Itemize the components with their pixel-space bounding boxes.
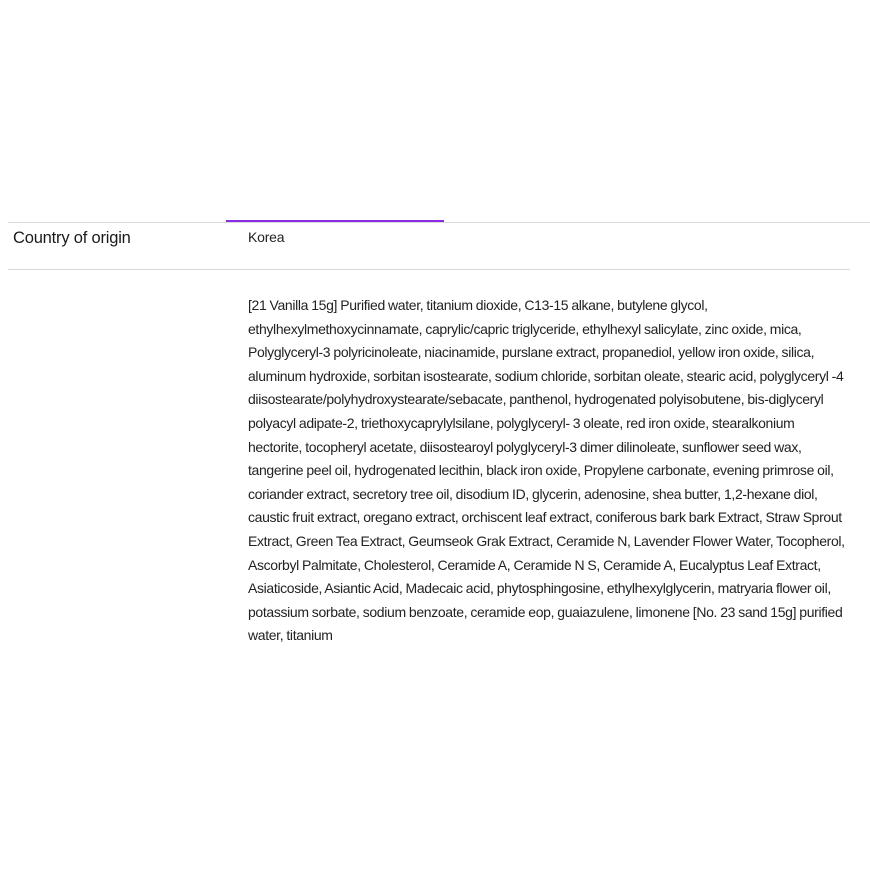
country-of-origin-value: Korea bbox=[248, 229, 285, 245]
active-tab-indicator bbox=[226, 220, 444, 222]
country-of-origin-label: Country of origin bbox=[13, 229, 131, 247]
ingredients-text: [21 Vanilla 15g] Purified water, titanium dioxide, C13-15 alkane, butylene glycol, ethylhexylmethoxycinnamate, caprylic/capric triglyceride, ethylhexyl salicylate, zinc oxide, mica, Polyglyceryl-3 polyricinoleate, niacinamide, purslane extract, propanediol, yellow iron oxide, silica, aluminum hydroxide, sorbitan isostearate, sodium chloride, sorbitan oleate, stearic acid, polyglyceryl -4 diisostearate/polyhydroxystearate/sebacate, panthenol, hydrogenated polyisobutene, bis-diglyceryl polyacyl adipate-2, triethoxycaprylylsilane, polyglyceryl- 3 oleate, red iron oxide, stearalkonium hectorite, tocopheryl acetate, diisostearoyl polyglyceryl-3 dimer dilinoleate, sunflower seed wax, tangerine peel oil, hydrogenated lecithin, black iron oxide, Propylene carbonate, evening primrose oil, coriander extract, secretory tree oil, disodium ID, glycerin, adenosine, shea butter, 1,2-hexane diol, caustic fruit extract, oregano extract, orchiscent leaf extract, coniferous bark bark Extract, Straw Sprout Extract, Green Tea Extract, Geumseok Grak Extract, Ceramide N, Lavender Flower Water, Tocopherol, Ascorbyl Palmitate, Cholesterol, Ceramide A, Ceramide N S, Ceramide A, Eucalyptus Leaf Extract, Asiaticoside, Asiantic Acid, Madecaic acid, phytosphingosine, ethylhexylglycerin, matryaria flower oil, potassium sorbate, sodium benzoate, ceramide eop, guaiazulene, limonene [No. 23 sand 15g] purified water, titanium bbox=[248, 297, 845, 644]
info-row-country-of-origin bbox=[8, 223, 850, 270]
